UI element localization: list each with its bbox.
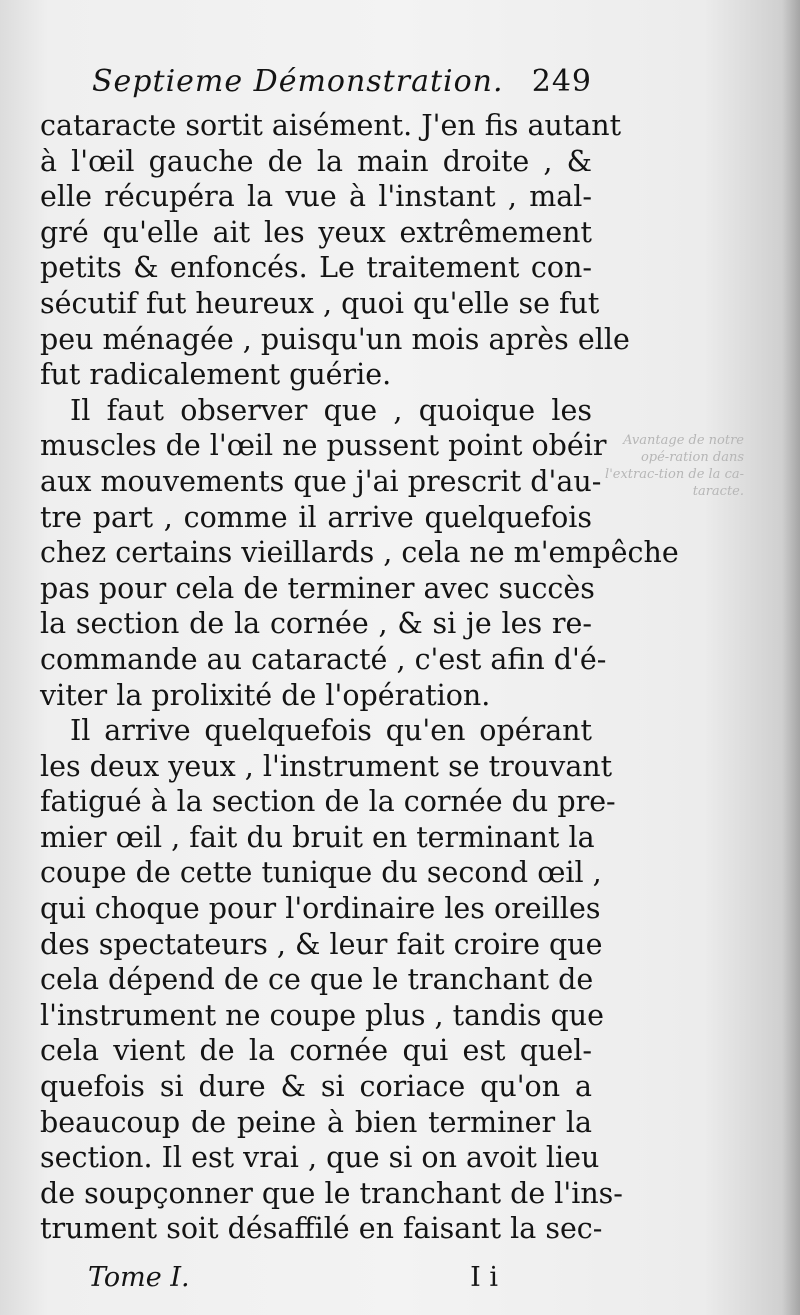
text-line: les deux yeux , l'instrument se trouvant (40, 749, 613, 783)
text-line: elle récupéra la vue à l'instant , mal- (40, 180, 592, 214)
paragraph-first-line: Il faut observer que , quoique les (70, 393, 592, 427)
margin-note: Avantage de notre opé-ration dans l'extrac-tion de la ca-taracte. (605, 433, 744, 499)
volume-label: Tome I. (88, 1262, 190, 1293)
text-line: petits & enfoncés. Le traitement con- (40, 251, 592, 285)
text-line: fatigué à la section de la cornée du pre- (40, 785, 616, 819)
text-line: cela vient de la cornée qui est quel- (40, 1034, 592, 1068)
page-footer (88, 1262, 498, 1296)
running-header (92, 64, 592, 108)
running-title: Septieme Démonstration. (92, 64, 504, 99)
text-line: de soupçonner que le tranchant de l'ins- (40, 1176, 623, 1210)
text-line: beaucoup de peine à bien terminer la (40, 1105, 592, 1139)
page-number: 249 (531, 64, 592, 99)
text-line: sécutif fut heureux , quoi qu'elle se fut (40, 286, 600, 320)
text-line: coupe de cette tunique du second œil , (40, 856, 602, 890)
page-edge-shadow (782, 0, 800, 1315)
text-line: gré qu'elle ait les yeux extrêmement (40, 215, 592, 249)
text-line: viter la prolixité de l'opération. (40, 678, 491, 712)
signature-mark: I i (470, 1262, 498, 1293)
text-line: pas pour cela de terminer avec succès (40, 571, 595, 605)
text-line: fut radicalement guérie. (40, 358, 392, 392)
text-line: muscles de l'œil ne pussent point obéir (40, 429, 607, 463)
text-line: des spectateurs , & leur fait croire que (40, 927, 603, 961)
text-line: tre part , comme il arrive quelquefois (40, 500, 592, 534)
text-line: mier œil , fait du bruit en terminant la (40, 820, 595, 854)
text-line: à l'œil gauche de la main droite , & (40, 144, 592, 178)
text-line: qui choque pour l'ordinaire les oreilles (40, 892, 601, 926)
text-line: commande au cataracté , c'est afin d'é- (40, 642, 607, 676)
text-line: cela dépend de ce que le tranchant de (40, 963, 594, 997)
text-line: cataracte sortit aisément. J'en fis autant (40, 109, 622, 142)
text-line: quefois si dure & si coriace qu'on a (40, 1070, 592, 1104)
text-line: peu ménagée , puisqu'un mois après elle (40, 322, 630, 356)
text-line: trument soit désaffilé en faisant la sec- (40, 1212, 603, 1246)
text-line: l'instrument ne coupe plus , tandis que (40, 998, 604, 1032)
text-line: aux mouvements que j'ai prescrit d'au- (40, 464, 602, 498)
paragraph-first-line: Il arrive quelquefois qu'en opérant (70, 714, 592, 748)
text-line: la section de la cornée , & si je les re- (40, 607, 592, 641)
text-line: section. Il est vrai , que si on avoit lieu (40, 1141, 600, 1175)
text-line: chez certains vieillards , cela ne m'empêche (40, 536, 679, 570)
